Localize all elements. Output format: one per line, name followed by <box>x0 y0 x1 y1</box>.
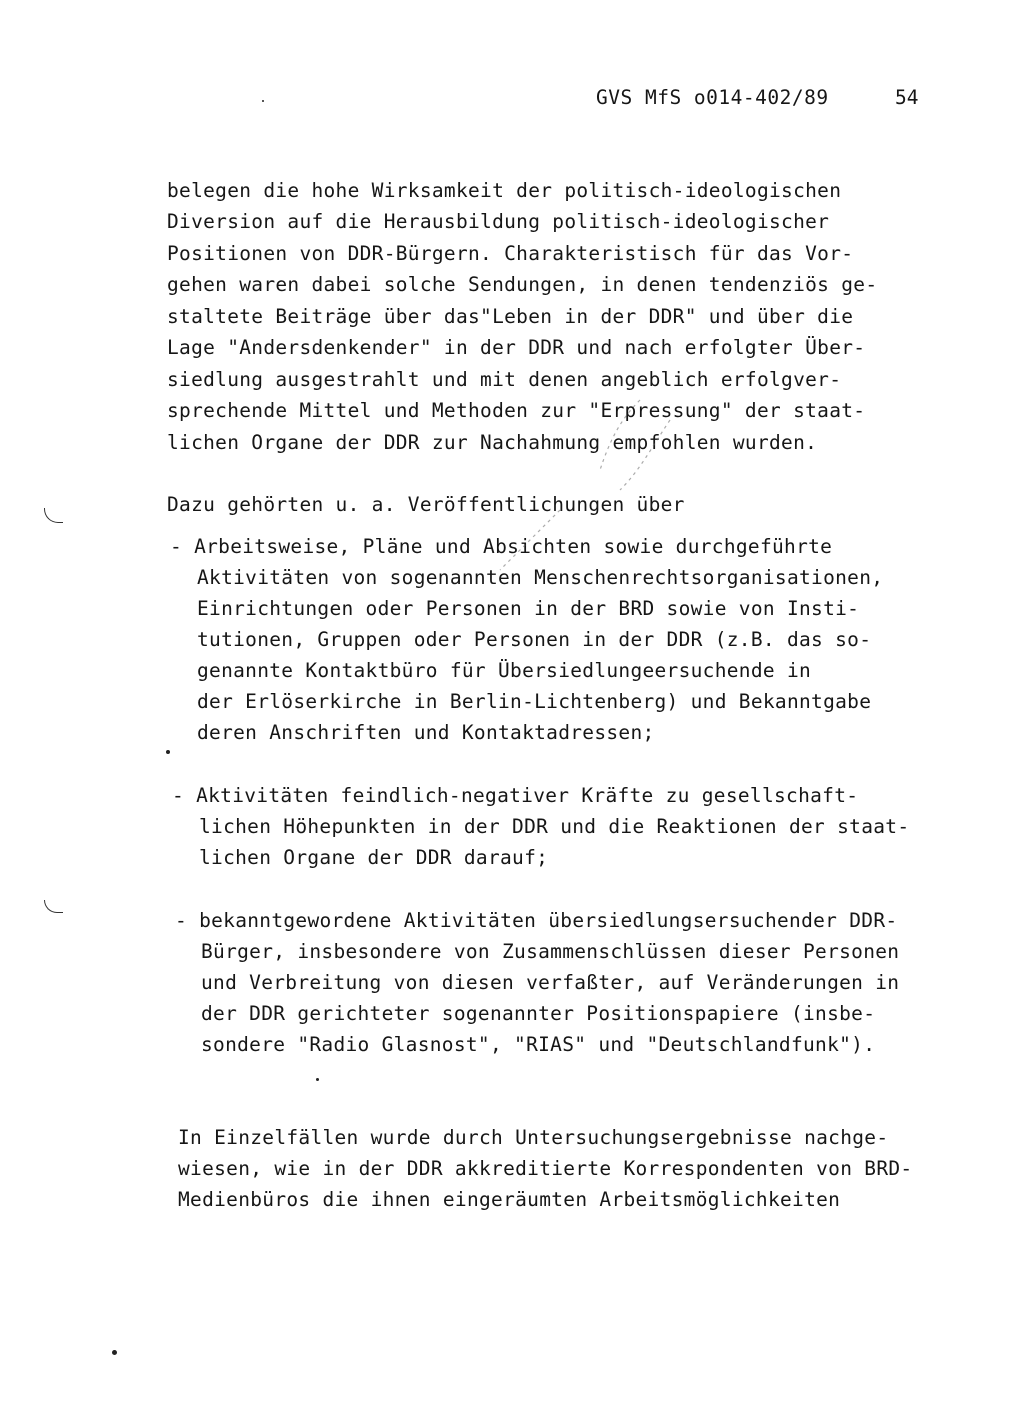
text-line: In Einzelfällen wurde durch Untersuchungsergebnisse nachge- <box>178 1126 889 1149</box>
text-line: deren Anschriften und Kontaktadressen; <box>197 721 655 744</box>
text-line: - Aktivitäten feindlich-negativer Kräfte zu gesellschaft- <box>172 784 859 807</box>
text-line: der DDR gerichteter sogenannter Positionspapiere (insbe- <box>201 1002 876 1025</box>
dot-mark <box>166 750 170 754</box>
text-line: Medienbüros die ihnen eingeräumten Arbeitsmöglichkeiten <box>178 1188 841 1211</box>
text-line: lichen Organe der DDR darauf; <box>199 846 549 869</box>
text-line: siedlung ausgestrahlt und mit denen angeblich erfolgver- <box>167 368 842 391</box>
text-line: der Erlöserkirche in Berlin-Lichtenberg) und Bekanntgabe <box>197 690 872 713</box>
intro-line: Dazu gehörten u. a. Veröffentlichungen über <box>167 493 685 516</box>
text-line: lichen Höhepunkten in der DDR und die Reaktionen der staat- <box>199 815 910 838</box>
text-line: wiesen, wie in der DDR akkreditierte Korrespondenten von BRD- <box>178 1157 913 1180</box>
text-line: Bürger, insbesondere von Zusammenschlüssen dieser Personen <box>201 940 900 963</box>
text-line: Lage "Andersdenkender" in der DDR und nach erfolgter Über- <box>167 336 866 359</box>
text-line: staltete Beiträge über das"Leben in der DDR" und über die <box>167 305 854 328</box>
text-line: sondere "Radio Glasnost", "RIAS" und "Deutschlandfunk"). <box>201 1033 876 1056</box>
faint-stamp-mark <box>440 360 740 580</box>
text-line: Positionen von DDR-Bürgern. Charakteristisch für das Vor- <box>167 242 854 265</box>
punch-hole-mark <box>44 508 63 523</box>
dot-mark <box>262 100 264 102</box>
dot-mark <box>316 1078 319 1081</box>
text-line: lichen Organe der DDR zur Nachahmung empfohlen wurden. <box>167 431 818 454</box>
text-line: belegen die hohe Wirksamkeit der politisch-ideologischen <box>167 179 842 202</box>
text-line: gehen waren dabei solche Sendungen, in denen tendenziös ge- <box>167 273 878 296</box>
punch-hole-mark <box>44 900 63 913</box>
text-line: - Arbeitsweise, Pläne und Absichten sowie durchgeführte <box>170 535 833 558</box>
text-line: sprechende Mittel und Methoden zur "Erpressung" der staat- <box>167 399 866 422</box>
text-line: Aktivitäten von sogenannten Menschenrechtsorganisationen, <box>197 566 884 589</box>
text-line: tutionen, Gruppen oder Personen in der DDR (z.B. das so- <box>197 628 872 651</box>
text-line: genannte Kontaktbüro für Übersiedlungeersuchende in <box>197 659 812 682</box>
text-line: Einrichtungen oder Personen in der BRD sowie von Insti- <box>197 597 860 620</box>
document-reference: GVS MfS o014-402/89 <box>596 86 829 109</box>
dot-mark <box>112 1350 117 1355</box>
text-line: und Verbreitung von diesen verfaßter, auf Veränderungen in <box>201 971 900 994</box>
page-number: 54 <box>895 86 919 109</box>
text-line: - bekanntgewordene Aktivitäten übersiedlungsersuchender DDR- <box>175 909 898 932</box>
text-line: Diversion auf die Herausbildung politisch-ideologischer <box>167 210 830 233</box>
